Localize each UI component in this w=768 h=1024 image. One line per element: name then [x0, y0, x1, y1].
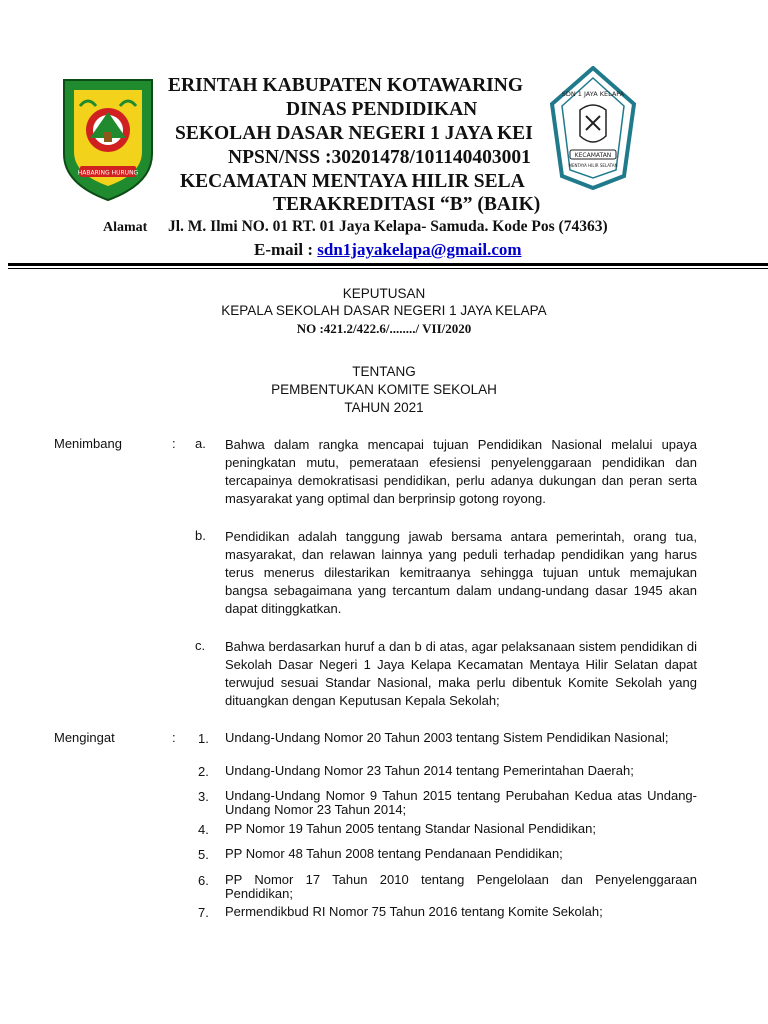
address-text: Jl. M. Ilmi NO. 01 RT. 01 Jaya Kelapa- Samuda. Kode Pos (74363): [168, 218, 608, 235]
menimbang-mark-c: c.: [195, 638, 206, 653]
menimbang-label: Menimbang: [54, 436, 122, 451]
mengingat-item-3: Undang-Undang Nomor 9 Tahun 2015 tentang Perubahan Kedua atas Undang-Undang Nomor 23 Tahun 2014;: [225, 788, 697, 817]
decree-year: TAHUN 2021: [344, 400, 424, 415]
school-emblem-logo: [550, 66, 636, 190]
email-label: E-mail :: [254, 240, 314, 259]
mengingat-colon: :: [172, 730, 176, 745]
mengingat-item-5: PP Nomor 48 Tahun 2008 tentang Pendanaan Pendidikan;: [225, 846, 563, 861]
letterhead-line-district: KECAMATAN MENTAYA HILIR SELA: [180, 171, 525, 192]
regency-emblem-banner: HABARING HURUNG: [77, 169, 139, 177]
address-label: Alamat: [103, 220, 148, 235]
letterhead-line-accreditation: TERAKREDITASI “B” (BAIK): [273, 194, 541, 215]
mengingat-mark-2: 2.: [198, 764, 209, 779]
mengingat-item-1: Undang-Undang Nomor 20 Tahun 2003 tentang Sistem Pendidikan Nasional;: [225, 730, 669, 745]
menimbang-mark-a: a.: [195, 436, 206, 451]
mengingat-mark-1: 1.: [198, 731, 209, 746]
school-emblem-bottom-text: MENTAYA HILIR SELATAN: [568, 163, 618, 168]
letterhead-divider-thick: [8, 263, 768, 266]
mengingat-mark-7: 7.: [198, 905, 209, 920]
mengingat-mark-4: 4.: [198, 822, 209, 837]
mengingat-item-6: PP Nomor 17 Tahun 2010 tentang Pengelolaan dan Penyelenggaraan Pendidikan;: [225, 872, 697, 901]
mengingat-item-4: PP Nomor 19 Tahun 2005 tentang Standar Nasional Pendidikan;: [225, 821, 597, 836]
mengingat-mark-6: 6.: [198, 873, 209, 888]
letterhead-line-school: SEKOLAH DASAR NEGERI 1 JAYA KEI: [175, 123, 533, 144]
letterhead-line-government: ERINTAH KABUPATEN KOTAWARING: [168, 75, 524, 96]
mengingat-mark-3: 3.: [198, 789, 209, 804]
email-line: [254, 240, 522, 260]
regency-emblem-logo: [60, 76, 156, 204]
mengingat-item-7: Permendikbud RI Nomor 75 Tahun 2016 tentang Komite Sekolah;: [225, 904, 603, 919]
decree-number: NO :421.2/422.6/......../ VII/2020: [296, 321, 472, 336]
mengingat-item-2: Undang-Undang Nomor 23 Tahun 2014 tentang Pemerintahan Daerah;: [225, 763, 634, 778]
menimbang-item-b: Pendidikan adalah tanggung jawab bersama antara pemerintah, orang tua, masyarakat, dan relawan lainnya yang peduli terhadap pendidikan yang harus terus menerus dilestarikan kemitraanya sehingga tujuan untuk memajukan bangsa sebagaimana yang tercantum dalam undang-undang dasar 1945 akan dapat ditinggkatkan.: [225, 529, 697, 616]
decree-issuer: KEPALA SEKOLAH DASAR NEGERI 1 JAYA KELAPA: [221, 303, 547, 318]
letterhead-line-npsn: NPSN/NSS :30201478/101140403001: [228, 147, 531, 168]
decree-subject: PEMBENTUKAN KOMITE SEKOLAH: [271, 382, 497, 397]
mengingat-label: Mengingat: [54, 730, 115, 745]
letterhead-line-agency: DINAS PENDIDIKAN: [286, 99, 478, 120]
school-emblem-ribbon: KECAMATAN: [574, 152, 612, 159]
mengingat-mark-5: 5.: [198, 847, 209, 862]
email-link[interactable]: sdn1jayakelapa@gmail.com: [317, 240, 522, 259]
menimbang-colon: :: [172, 436, 176, 451]
decree-tentang: TENTANG: [352, 364, 416, 379]
school-emblem-top-text: SDN 1 JAYA KELAPA: [561, 90, 625, 98]
menimbang-item-c: Bahwa berdasarkan huruf a dan b di atas, agar pelaksanaan sistem pendidikan di Sekolah Dasar Negeri 1 Jaya Kelapa Kecamatan Mentaya Hilir Selatan dapat terwujud sesuai Standar Nasional, maka perlu dibentuk Komite Sekolah yang dituangkan dengan Keputusan Kepala Sekolah;: [225, 639, 697, 708]
letterhead-divider-thin: [8, 268, 768, 269]
menimbang-item-a: Bahwa dalam rangka mencapai tujuan Pendidikan Nasional melalui upaya peningkatan mutu, pemerataan efesiensi penyelenggaraan pendidikan dan tercapainya demokratisasi pendidikan, perlu adanya dukungan dan peran serta masyarakat yang optimal dan berprinsip gotong royong.: [225, 437, 697, 506]
menimbang-mark-b: b.: [195, 528, 206, 543]
decree-heading: KEPUTUSAN: [342, 286, 426, 301]
